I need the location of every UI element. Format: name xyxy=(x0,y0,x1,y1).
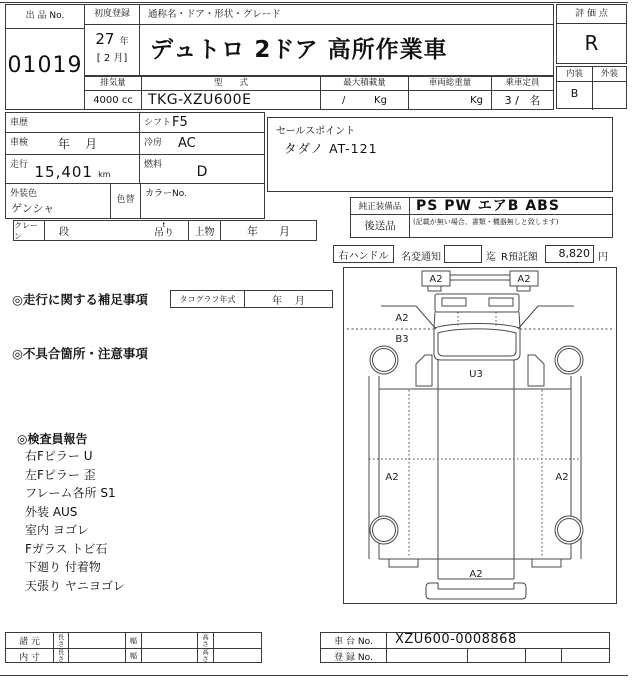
inner-height-value xyxy=(214,649,261,663)
chassis-table xyxy=(320,632,610,663)
height-label-cell-2 xyxy=(198,649,214,663)
color-no-cell xyxy=(140,183,265,219)
max-load-label: 最大積載量 xyxy=(321,77,408,91)
diagram-mark-front-right: A2 xyxy=(517,274,531,285)
chassis-label: 車 台 No. xyxy=(321,633,387,648)
history-label: 車歴 xyxy=(10,118,29,128)
lot-number-label: 出 品 No. xyxy=(6,5,84,29)
mileage-cell xyxy=(5,154,140,184)
spec-height-value xyxy=(214,633,261,648)
interior-label: 内装 xyxy=(557,67,593,81)
sales-point-label: セールスポイント xyxy=(276,126,356,137)
crane-dan-label: 段 xyxy=(59,227,69,238)
capacity-cell xyxy=(492,77,553,109)
mileage-unit: km xyxy=(98,170,111,179)
inspector-item: 外装 AUS xyxy=(25,504,78,519)
vehicle-diagram xyxy=(344,268,616,603)
shift-cell xyxy=(139,112,265,133)
spec-dims-label: 諸 元 xyxy=(6,633,54,648)
color-change-label: 色替 xyxy=(116,195,135,205)
top-border-line xyxy=(0,2,628,3)
lot-number-box xyxy=(5,4,85,110)
capacity-value: 3 / 名 xyxy=(504,94,541,107)
inspection-cell xyxy=(5,132,140,155)
yen-label: 円 xyxy=(598,252,608,263)
diagram-mark-pillar-left: A2 xyxy=(395,313,409,324)
spec-length-value xyxy=(69,633,126,648)
fuel-cell xyxy=(139,154,265,184)
diagram-mark-front-left: A2 xyxy=(429,274,443,285)
length-label-2: 長さ xyxy=(57,648,65,663)
score-box xyxy=(556,4,627,64)
score-label: 評 価 点 xyxy=(557,5,626,24)
exterior-label: 外装 xyxy=(600,69,618,79)
windshield xyxy=(434,312,520,360)
diagram-mark-lower-left: B3 xyxy=(395,334,409,345)
first-registration-month: [ 2 月] xyxy=(96,53,128,64)
tachograph-value: 年 月 xyxy=(272,295,305,307)
height-label-cell xyxy=(198,633,214,648)
registration-cell-2 xyxy=(468,649,526,663)
crane-ton-label: t xyxy=(162,221,166,229)
chassis-row xyxy=(321,633,609,649)
deposit-label: R預託額 xyxy=(501,252,538,263)
aircon-cell xyxy=(139,132,265,155)
tachograph-label: タコグラフ年式 xyxy=(171,291,245,307)
max-load-value: / Kg xyxy=(342,95,387,106)
shift-value: F5 xyxy=(172,115,188,130)
right-pillar-foldout xyxy=(518,306,612,329)
mileage-label: 走行 xyxy=(10,160,29,170)
body-color-label: 外装色 xyxy=(10,189,38,199)
vehicle-diagram-box xyxy=(343,267,617,604)
body-label: 上物 xyxy=(189,221,221,240)
body-color-value: ゲンシャ xyxy=(11,202,55,215)
gross-weight-value: Kg xyxy=(470,95,483,106)
name-change-input-box xyxy=(444,245,482,263)
defect-title: ◎不具合箇所・注意事項 xyxy=(12,346,148,361)
sales-point-box xyxy=(267,117,613,192)
width-label: 幅 xyxy=(126,633,142,648)
dimensions-table xyxy=(5,632,262,663)
model-cell xyxy=(142,77,321,109)
diagram-mark-rear: A2 xyxy=(469,569,483,580)
registration-cell-4 xyxy=(562,649,609,663)
first-registration-label: 初度登録 xyxy=(85,5,139,25)
score-value: R xyxy=(584,31,599,55)
diagram-mark-cab: U3 xyxy=(469,369,483,380)
inspector-item: 右Fピラー U xyxy=(25,449,93,463)
spec-dims-row xyxy=(6,633,261,649)
color-change-cell xyxy=(110,183,141,219)
body-color-cell xyxy=(5,183,111,219)
aircon-value: AC xyxy=(178,136,196,151)
height-label-2: 高さ xyxy=(202,648,209,663)
displacement-value: 4000 cc xyxy=(93,95,133,106)
first-registration-box xyxy=(84,4,140,76)
spec-width-value xyxy=(142,633,198,648)
registration-row xyxy=(321,649,609,663)
width-label-2: 幅 xyxy=(126,649,142,663)
deposit-amount-box: 8,820 xyxy=(545,245,594,263)
mileage-value: 15,401 xyxy=(34,163,93,181)
later-items-label: 後送品 xyxy=(351,215,410,237)
inspector-title: ◎検査員報告 xyxy=(17,432,88,446)
diagram-mark-bed-right: A2 xyxy=(555,472,569,483)
supplement-title: ◎走行に関する補足事項 xyxy=(12,292,148,307)
inspector-item: フレーム各所 S1 xyxy=(25,486,116,500)
inspector-item: 左Fピラー 歪 xyxy=(25,467,96,482)
equipment-label: 純正装備品 xyxy=(351,198,410,214)
registration-cell-1 xyxy=(387,649,468,663)
registration-cell-3 xyxy=(526,649,562,663)
length-label: 長さ xyxy=(57,632,65,648)
chassis-number: XZU600-0008868 xyxy=(395,632,517,647)
handle-badge: 右ハンドル xyxy=(333,245,394,263)
fuel-value: D xyxy=(196,164,208,180)
crane-row xyxy=(13,220,317,241)
later-items-note: (記載が無い場合、書類・機器無しと致します) xyxy=(413,218,559,226)
first-registration-year: 27 xyxy=(95,30,115,48)
platform-body xyxy=(438,360,514,579)
color-no-label: カラーNo. xyxy=(145,189,187,199)
crane-value-cell xyxy=(45,221,189,240)
max-load-cell xyxy=(321,77,409,109)
model-value: TKG-XZU600E xyxy=(148,92,252,108)
sales-point-value: タダノ AT-121 xyxy=(284,141,378,156)
exterior-score xyxy=(593,82,626,110)
inner-dims-label: 内 寸 xyxy=(6,649,54,663)
gross-weight-cell xyxy=(409,77,492,109)
left-pillar-foldout xyxy=(347,306,436,329)
gross-weight-label: 車両総重量 xyxy=(409,77,491,91)
inspector-item: Fガラス トビ石 xyxy=(25,541,108,556)
displacement-cell xyxy=(85,77,142,109)
length-label-cell xyxy=(54,633,69,648)
interior-score: B xyxy=(557,82,593,110)
cab-front-panel xyxy=(435,294,519,328)
year-unit: 年 xyxy=(119,37,129,47)
common-name-label: 通称名・ドア・形状・グレード xyxy=(140,5,553,25)
body-date-value: 年 月 xyxy=(247,224,290,238)
inner-dims-row xyxy=(6,649,261,663)
displacement-label: 排気量 xyxy=(85,77,141,91)
length-label-cell-2 xyxy=(54,649,69,663)
tachograph-box xyxy=(170,290,333,308)
bottom-border-line xyxy=(0,675,628,676)
common-name-value: デュトロ 2ドア 高所作業車 xyxy=(150,37,448,63)
inspector-report-list xyxy=(25,447,125,595)
equipment-value: PS PW エアB ABS xyxy=(416,198,560,214)
shift-label: シフト xyxy=(144,118,172,128)
cargo-bed xyxy=(369,376,581,567)
height-label: 高さ xyxy=(202,632,209,648)
rear-bumper xyxy=(426,583,526,599)
inspection-label: 車検 xyxy=(10,138,29,148)
capacity-label: 乗車定員 xyxy=(492,77,553,91)
inner-length-value xyxy=(69,649,126,663)
until-label: 迄 xyxy=(486,252,496,263)
history-cell xyxy=(5,112,140,133)
interior-exterior-box xyxy=(556,66,627,109)
crane-tsuri-label: 吊り xyxy=(154,228,174,239)
spec-header-row xyxy=(84,76,554,110)
registration-label: 登 録 No. xyxy=(321,649,387,663)
equipment-row xyxy=(350,197,613,215)
name-change-label: 名変通知 xyxy=(401,252,441,263)
inspector-item: 天張り ヤニヨゴレ xyxy=(25,578,125,593)
crane-label: クレーン xyxy=(14,221,45,240)
diagram-mark-bed-left: A2 xyxy=(385,472,399,483)
model-label: 型 式 xyxy=(142,77,320,91)
inspector-item: 室内 ヨゴレ xyxy=(25,523,89,537)
inspector-item: 下廻り 付着物 xyxy=(25,560,101,574)
later-items-row xyxy=(350,214,613,238)
common-name-box xyxy=(139,4,554,76)
lot-number-value: 01019 xyxy=(7,53,83,78)
inner-width-value xyxy=(142,649,198,663)
inspection-value: 年 月 xyxy=(57,137,98,151)
aircon-label: 冷房 xyxy=(144,138,163,148)
fuel-label: 燃料 xyxy=(144,160,163,170)
